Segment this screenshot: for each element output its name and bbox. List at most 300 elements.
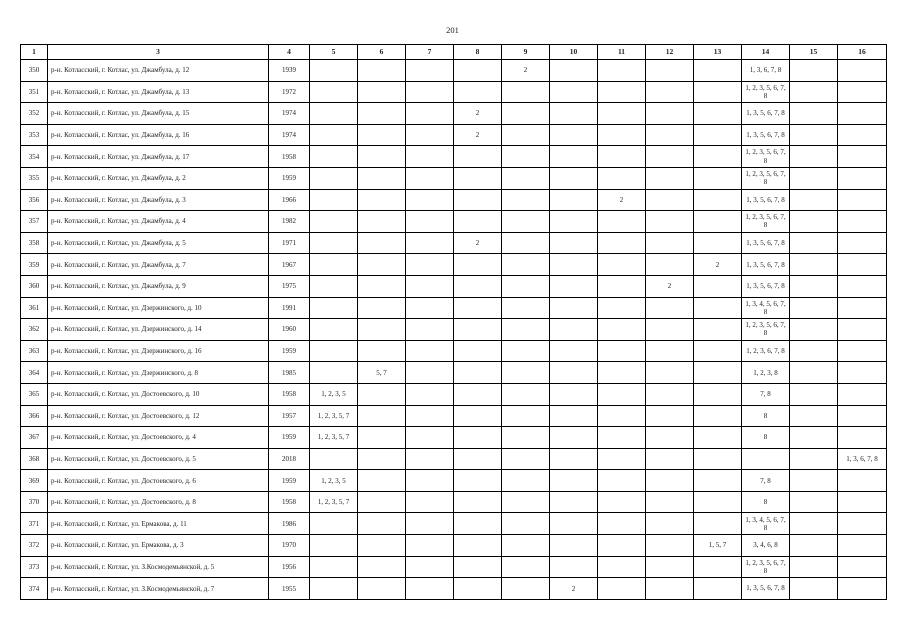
year-cell: 1939: [269, 60, 310, 82]
table-cell: [454, 427, 502, 449]
table-cell: [646, 60, 694, 82]
table-cell: [310, 513, 358, 535]
year-cell: 1966: [269, 189, 310, 211]
row-number-cell: 371: [21, 513, 48, 535]
table-cell: [790, 427, 838, 449]
table-cell: [406, 405, 454, 427]
table-cell: 8: [742, 491, 790, 513]
column-header: 11: [598, 45, 646, 60]
table-cell: [310, 578, 358, 600]
table-cell: [406, 167, 454, 189]
table-cell: [406, 513, 454, 535]
row-number-cell: 365: [21, 383, 48, 405]
table-cell: [790, 211, 838, 233]
table-cell: [838, 340, 887, 362]
table-cell: [694, 383, 742, 405]
table-cell: 1, 3, 4, 5, 6, 7, 8: [742, 297, 790, 319]
table-cell: [502, 189, 550, 211]
table-cell: [790, 491, 838, 513]
table-cell: [838, 297, 887, 319]
table-cell: [838, 211, 887, 233]
table-cell: 1, 3, 5, 6, 7, 8: [742, 254, 790, 276]
column-header: 3: [48, 45, 269, 60]
table-cell: [358, 578, 406, 600]
year-cell: 1972: [269, 81, 310, 103]
column-header: 6: [358, 45, 406, 60]
year-cell: 1970: [269, 535, 310, 557]
column-header: 4: [269, 45, 310, 60]
table-cell: 1, 2, 3, 6, 7, 8: [742, 340, 790, 362]
table-row: [21, 383, 887, 405]
table-cell: 2: [454, 124, 502, 146]
table-cell: [502, 275, 550, 297]
table-cell: [550, 340, 598, 362]
row-number-cell: 372: [21, 535, 48, 557]
table-cell: [502, 167, 550, 189]
table-cell: [646, 513, 694, 535]
table-cell: [598, 405, 646, 427]
table-row: [21, 427, 887, 449]
table-cell: [358, 448, 406, 470]
column-header: 1: [21, 45, 48, 60]
table-cell: [358, 275, 406, 297]
table-cell: [406, 103, 454, 125]
address-cell: р-н. Котласский, г. Котлас, ул. Джамбула, д. 15: [48, 103, 269, 125]
table-cell: [406, 189, 454, 211]
table-row: [21, 232, 887, 254]
table-cell: [790, 275, 838, 297]
table-cell: [550, 189, 598, 211]
table-cell: [598, 124, 646, 146]
table-cell: [694, 427, 742, 449]
table-row: [21, 103, 887, 125]
table-cell: [838, 232, 887, 254]
table-cell: [454, 556, 502, 578]
table-cell: [790, 470, 838, 492]
table-row: [21, 81, 887, 103]
table-cell: [646, 254, 694, 276]
table-cell: 1, 3, 5, 6, 7, 8: [742, 232, 790, 254]
table-cell: [502, 124, 550, 146]
table-cell: [406, 60, 454, 82]
table-cell: [454, 81, 502, 103]
year-cell: 1959: [269, 427, 310, 449]
table-cell: [454, 470, 502, 492]
table-cell: [502, 103, 550, 125]
column-header: 8: [454, 45, 502, 60]
table-cell: [694, 275, 742, 297]
column-header: 9: [502, 45, 550, 60]
table-cell: [454, 60, 502, 82]
table-row: [21, 189, 887, 211]
table-cell: [310, 124, 358, 146]
table-cell: [454, 297, 502, 319]
row-number-cell: 356: [21, 189, 48, 211]
table-row: [21, 578, 887, 600]
table-cell: [646, 189, 694, 211]
table-row: [21, 297, 887, 319]
table-cell: [598, 340, 646, 362]
table-cell: 8: [742, 427, 790, 449]
table-cell: [406, 578, 454, 600]
table-cell: [550, 167, 598, 189]
table-cell: [646, 556, 694, 578]
table-cell: [406, 383, 454, 405]
address-cell: р-н. Котласский, г. Котлас, ул. Дзержинского, д. 8: [48, 362, 269, 384]
table-cell: [406, 427, 454, 449]
year-cell: 2018: [269, 448, 310, 470]
table-cell: [550, 362, 598, 384]
table-cell: [358, 491, 406, 513]
table-cell: [646, 146, 694, 168]
table-cell: [694, 470, 742, 492]
table-cell: [838, 535, 887, 557]
table-cell: [694, 513, 742, 535]
table-cell: [694, 556, 742, 578]
year-cell: 1958: [269, 383, 310, 405]
table-cell: [838, 103, 887, 125]
table-cell: [694, 362, 742, 384]
table-cell: [646, 448, 694, 470]
table-cell: 5, 7: [358, 362, 406, 384]
table-row: [21, 556, 887, 578]
table-row: [21, 124, 887, 146]
address-cell: р-н. Котласский, г. Котлас, ул. Достоевского, д. 12: [48, 405, 269, 427]
table-cell: [790, 189, 838, 211]
table-cell: [550, 513, 598, 535]
table-cell: [598, 513, 646, 535]
table-cell: [550, 319, 598, 341]
table-cell: [694, 232, 742, 254]
year-cell: 1975: [269, 275, 310, 297]
table-cell: [598, 167, 646, 189]
table-cell: 1, 3, 5, 6, 7, 8: [742, 275, 790, 297]
table-cell: [454, 167, 502, 189]
table-cell: [550, 254, 598, 276]
column-header: 15: [790, 45, 838, 60]
table-cell: 3, 4, 6, 8: [742, 535, 790, 557]
address-cell: р-н. Котласский, г. Котлас, ул. Джамбула, д. 9: [48, 275, 269, 297]
row-number-cell: 366: [21, 405, 48, 427]
row-number-cell: 373: [21, 556, 48, 578]
table-cell: 1, 2, 3, 5, 6, 7, 8: [742, 319, 790, 341]
table-cell: [790, 556, 838, 578]
table-cell: [550, 470, 598, 492]
table-cell: [598, 297, 646, 319]
table-cell: [310, 232, 358, 254]
table-cell: [550, 535, 598, 557]
table-cell: [646, 103, 694, 125]
table-cell: [598, 103, 646, 125]
table-cell: [550, 60, 598, 82]
table-cell: 1, 2, 3, 5, 7: [310, 405, 358, 427]
table-cell: [646, 81, 694, 103]
table-cell: [550, 405, 598, 427]
column-header: 10: [550, 45, 598, 60]
table-cell: [838, 254, 887, 276]
table-cell: [790, 60, 838, 82]
table-cell: [646, 211, 694, 233]
year-cell: 1957: [269, 405, 310, 427]
table-cell: 2: [502, 60, 550, 82]
table-cell: [790, 103, 838, 125]
table-cell: [598, 556, 646, 578]
table-cell: [310, 362, 358, 384]
address-cell: р-н. Котласский, г. Котлас, ул. Джамбула, д. 5: [48, 232, 269, 254]
table-cell: [838, 556, 887, 578]
table-row: [21, 362, 887, 384]
table-cell: [790, 578, 838, 600]
row-number-cell: 362: [21, 319, 48, 341]
table-cell: [454, 535, 502, 557]
address-cell: р-н. Котласский, г. Котлас, ул. Достоевского, д. 6: [48, 470, 269, 492]
table-cell: [742, 448, 790, 470]
table-cell: [838, 167, 887, 189]
column-header: 7: [406, 45, 454, 60]
table-cell: [646, 470, 694, 492]
table-cell: [550, 146, 598, 168]
table-cell: [502, 340, 550, 362]
table-cell: [406, 340, 454, 362]
table-cell: [550, 427, 598, 449]
table-cell: [550, 232, 598, 254]
row-number-cell: 355: [21, 167, 48, 189]
table-cell: 8: [742, 405, 790, 427]
table-cell: [358, 232, 406, 254]
table-cell: [646, 405, 694, 427]
table-cell: 1, 2, 3, 5: [310, 383, 358, 405]
table-cell: [502, 362, 550, 384]
row-number-cell: 358: [21, 232, 48, 254]
row-number-cell: 350: [21, 60, 48, 82]
table-cell: [694, 491, 742, 513]
table-cell: 2: [694, 254, 742, 276]
table-cell: 1, 3, 5, 6, 7, 8: [742, 578, 790, 600]
table-cell: [310, 146, 358, 168]
table-cell: 2: [454, 103, 502, 125]
table-cell: [646, 362, 694, 384]
table-cell: [838, 491, 887, 513]
table-cell: 1, 2, 3, 5, 6, 7, 8: [742, 556, 790, 578]
table-cell: [406, 470, 454, 492]
table-cell: [358, 60, 406, 82]
table-cell: [310, 535, 358, 557]
table-cell: 2: [454, 232, 502, 254]
table-cell: [646, 491, 694, 513]
address-cell: р-н. Котласский, г. Котлас, ул. Джамбула, д. 7: [48, 254, 269, 276]
table-cell: [358, 103, 406, 125]
table-cell: [406, 211, 454, 233]
table-cell: [502, 211, 550, 233]
table-cell: [502, 535, 550, 557]
table-cell: [598, 232, 646, 254]
table-cell: [694, 297, 742, 319]
table-cell: [310, 167, 358, 189]
table-cell: 7, 8: [742, 470, 790, 492]
table-cell: [694, 578, 742, 600]
table-cell: [502, 448, 550, 470]
table-cell: [454, 275, 502, 297]
row-number-cell: 359: [21, 254, 48, 276]
table-cell: [358, 383, 406, 405]
year-cell: 1959: [269, 340, 310, 362]
table-cell: [598, 535, 646, 557]
row-number-cell: 363: [21, 340, 48, 362]
year-cell: 1958: [269, 491, 310, 513]
table-cell: [454, 491, 502, 513]
year-cell: 1956: [269, 556, 310, 578]
table-cell: [454, 513, 502, 535]
address-cell: р-н. Котласский, г. Котлас, ул. Джамбула, д. 16: [48, 124, 269, 146]
table-cell: [310, 103, 358, 125]
table-cell: [694, 146, 742, 168]
table-cell: [550, 448, 598, 470]
table-cell: [310, 340, 358, 362]
table-cell: [646, 340, 694, 362]
table-cell: [406, 491, 454, 513]
address-cell: р-н. Котласский, г. Котлас, ул. Достоевского, д. 8: [48, 491, 269, 513]
address-cell: р-н. Котласский, г. Котлас, ул. Ермакова, д. 11: [48, 513, 269, 535]
table-cell: [646, 297, 694, 319]
table-cell: [358, 146, 406, 168]
table-cell: [790, 146, 838, 168]
table-cell: [358, 124, 406, 146]
table-cell: 1, 2, 3, 5, 7: [310, 491, 358, 513]
table-cell: [598, 146, 646, 168]
address-cell: р-н. Котласский, г. Котлас, ул. З.Космодемьянской, д. 7: [48, 578, 269, 600]
year-cell: 1991: [269, 297, 310, 319]
table-cell: [310, 60, 358, 82]
table-cell: [358, 513, 406, 535]
table-cell: [598, 319, 646, 341]
address-cell: р-н. Котласский, г. Котлас, ул. З.Космодемьянской, д. 5: [48, 556, 269, 578]
table-cell: 1, 2, 3, 5, 6, 7, 8: [742, 81, 790, 103]
table-cell: 1, 3, 5, 6, 7, 8: [742, 103, 790, 125]
column-header: 14: [742, 45, 790, 60]
table-row: [21, 491, 887, 513]
table-cell: 2: [598, 189, 646, 211]
table-cell: [694, 103, 742, 125]
table-cell: [502, 427, 550, 449]
row-number-cell: 367: [21, 427, 48, 449]
table-cell: [502, 513, 550, 535]
table-cell: [358, 189, 406, 211]
table-row: [21, 535, 887, 557]
table-cell: [838, 319, 887, 341]
address-cell: р-н. Котласский, г. Котлас, ул. Джамбула, д. 13: [48, 81, 269, 103]
table-cell: [358, 427, 406, 449]
address-cell: р-н. Котласский, г. Котлас, ул. Джамбула, д. 17: [48, 146, 269, 168]
table-cell: 1, 3, 6, 7, 8: [838, 448, 887, 470]
table-cell: [646, 167, 694, 189]
address-cell: р-н. Котласский, г. Котлас, ул. Джамбула, д. 12: [48, 60, 269, 82]
table-cell: [646, 535, 694, 557]
table-cell: 2: [550, 578, 598, 600]
table-cell: [838, 405, 887, 427]
table-cell: [502, 578, 550, 600]
table-cell: [406, 254, 454, 276]
table-cell: [550, 103, 598, 125]
table-cell: [406, 362, 454, 384]
table-cell: [598, 60, 646, 82]
table-cell: [454, 362, 502, 384]
table-cell: [454, 189, 502, 211]
table-cell: 1, 5, 7: [694, 535, 742, 557]
row-number-cell: 364: [21, 362, 48, 384]
table-row: [21, 211, 887, 233]
table-cell: [502, 81, 550, 103]
table-cell: [310, 81, 358, 103]
table-cell: [454, 448, 502, 470]
table-cell: 1, 2, 3, 8: [742, 362, 790, 384]
table-cell: [358, 556, 406, 578]
table-cell: [454, 146, 502, 168]
table-cell: [502, 146, 550, 168]
table-cell: [502, 383, 550, 405]
table-row: [21, 60, 887, 82]
table-cell: [310, 448, 358, 470]
year-cell: 1967: [269, 254, 310, 276]
table-cell: [694, 448, 742, 470]
address-cell: р-н. Котласский, г. Котлас, ул. Достоевского, д. 5: [48, 448, 269, 470]
table-cell: [838, 189, 887, 211]
table-cell: [694, 319, 742, 341]
table-cell: 1, 2, 3, 5, 6, 7, 8: [742, 211, 790, 233]
table-cell: [406, 556, 454, 578]
table-cell: [454, 383, 502, 405]
table-cell: [694, 189, 742, 211]
table-cell: [598, 470, 646, 492]
address-cell: р-н. Котласский, г. Котлас, ул. Джамбула, д. 4: [48, 211, 269, 233]
table-cell: [310, 297, 358, 319]
table-cell: [550, 297, 598, 319]
table-cell: [646, 427, 694, 449]
table-cell: [406, 124, 454, 146]
table-cell: [502, 556, 550, 578]
table-cell: [358, 167, 406, 189]
table-cell: [790, 448, 838, 470]
table-cell: [598, 383, 646, 405]
table-cell: [838, 81, 887, 103]
table-cell: [646, 578, 694, 600]
table-cell: [790, 535, 838, 557]
address-cell: р-н. Котласский, г. Котлас, ул. Достоевского, д. 10: [48, 383, 269, 405]
table-cell: [454, 578, 502, 600]
table-cell: [406, 448, 454, 470]
table-cell: [550, 491, 598, 513]
year-cell: 1959: [269, 167, 310, 189]
table-cell: [310, 275, 358, 297]
table-cell: [310, 211, 358, 233]
table-cell: [358, 254, 406, 276]
table-cell: [694, 211, 742, 233]
row-number-cell: 357: [21, 211, 48, 233]
address-cell: р-н. Котласский, г. Котлас, ул. Джамбула, д. 3: [48, 189, 269, 211]
table-cell: [406, 535, 454, 557]
table-cell: [406, 146, 454, 168]
table-cell: [694, 60, 742, 82]
table-cell: [550, 211, 598, 233]
year-cell: 1959: [269, 470, 310, 492]
table-row: [21, 167, 887, 189]
row-number-cell: 368: [21, 448, 48, 470]
table-body: [21, 60, 887, 600]
table-cell: [310, 556, 358, 578]
table-row: [21, 448, 887, 470]
table-cell: [838, 383, 887, 405]
table-cell: [598, 448, 646, 470]
table-cell: [838, 578, 887, 600]
